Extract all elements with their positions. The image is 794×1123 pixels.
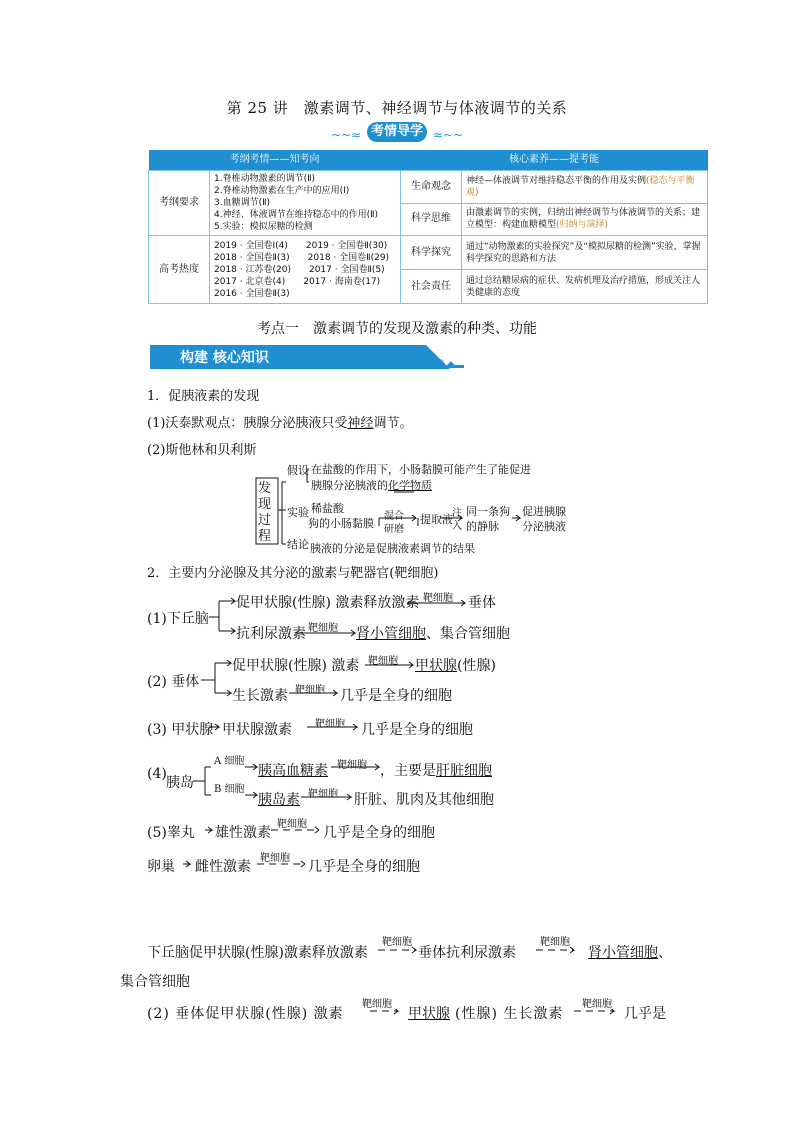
- repeat-line-1a: 下丘脑促甲状腺(性腺)激素释放激素: [147, 945, 368, 961]
- list-item: 3.血糖调节(Ⅱ): [214, 198, 271, 208]
- con-label: 结论: [287, 538, 309, 551]
- section-1-heading: 1．促胰液素的发现: [147, 389, 260, 404]
- table-left-header: 考纲考情——知考向: [149, 150, 401, 171]
- list-item: 2017 · 北京卷(4) 2017 · 海南卷(17): [214, 276, 381, 287]
- paragraph-2: (2)斯他林和贝利斯: [147, 443, 257, 458]
- branch-arrow-icon: [209, 598, 235, 634]
- paragraph-1: [147, 412, 412, 431]
- cell-text: 通过总结糖尿病的症状、发病机理及治疗措施，形成关注人类健康的态度: [466, 275, 701, 298]
- section-2-heading: 2．主要内分泌腺及其分泌的激素与靶器官(靶细胞): [147, 566, 439, 581]
- literacy-cell: [462, 270, 708, 304]
- hormone-answer: 胰高血糖素: [258, 763, 328, 779]
- target-label: 靶细胞: [423, 593, 453, 604]
- answer: 甲状腺: [408, 1006, 450, 1022]
- row-label: 科学探究: [401, 236, 462, 270]
- target: 几乎是全身的细胞: [340, 688, 452, 704]
- hyp-label: 假设: [287, 464, 309, 477]
- right-wave-icon: ≈~~: [432, 128, 463, 142]
- target: 肝脏、肌肉及其他细胞: [354, 792, 494, 808]
- exp-d1: 注: [452, 508, 462, 519]
- spacer: [145, 585, 155, 595]
- target: [380, 760, 492, 780]
- target: 几乎是全身的细胞: [308, 859, 420, 875]
- hormone: 雌性激素: [195, 859, 251, 875]
- target-label: 靶细胞: [277, 819, 307, 830]
- cell-text: 通过“动物激素的实验探究”及“模拟尿糖的检测”实验，掌握科学探究的思路和方法: [466, 241, 701, 264]
- cell-text: 由激素调节的实例，归纳出神经调节与体液调节的关系；建立模型：构建血糖模型: [466, 208, 701, 231]
- row-label: 社会责任: [401, 270, 462, 304]
- section-right-note: 研教材 · 重拾遗 ◆: [382, 360, 455, 370]
- list-item: 2.脊椎动物激素在生产中的应用(Ⅰ): [214, 186, 350, 196]
- literacy-cell: [462, 203, 708, 236]
- repeat-line-3d: 几乎是: [624, 1006, 666, 1022]
- arrow-icon: [183, 861, 190, 867]
- banner-label: 考情导学: [367, 122, 427, 142]
- row-label: 考纲要求: [149, 171, 210, 236]
- hormone: [258, 760, 328, 780]
- target-label: 靶细胞: [362, 999, 392, 1010]
- gland-islet: 胰岛: [166, 775, 194, 791]
- exp-label: 实验: [287, 506, 309, 519]
- target-label: 靶细胞: [582, 999, 612, 1010]
- hormone: 促甲状腺(性腺) 激素释放激素: [236, 595, 420, 611]
- repeat-line-1b: 垂体抗利尿激素: [418, 945, 516, 961]
- list-item: 2018 · 江苏卷(20) 2017 · 全国卷Ⅱ(5): [214, 264, 385, 275]
- target: 几乎是全身的细胞: [361, 722, 473, 738]
- target: [415, 655, 496, 675]
- repeat-line-3c: (性腺) 生长激素: [455, 1006, 564, 1022]
- target-label: 靶细胞: [368, 656, 398, 667]
- target-rest: 、集合管细胞: [426, 626, 510, 642]
- brace: [278, 482, 286, 544]
- exp-f2: 分泌胰液: [522, 520, 566, 533]
- list-item: 4.神经、体液调节在维持稳态中的作用(Ⅱ): [214, 210, 379, 220]
- left-wave-icon: ~~≈: [331, 128, 362, 142]
- list-item: 2018 · 全国卷Ⅱ(3) 2018 · 全国卷Ⅱ(29): [214, 252, 390, 263]
- exam-heat-cell: [210, 236, 401, 304]
- exp-c: 提取液: [420, 513, 453, 526]
- literacy-cell: [462, 236, 708, 270]
- requirements-cell: [210, 171, 401, 236]
- p1-answer: 神经: [347, 416, 374, 431]
- exp-d2: 入: [452, 521, 462, 532]
- hormone: 促甲状腺(性腺) 激素: [232, 658, 360, 674]
- hormone: [258, 789, 300, 809]
- literacy-cell: [462, 171, 708, 204]
- cell-type: B 细胞: [214, 784, 245, 795]
- section-bar-label: 构建 核心知识: [180, 350, 269, 366]
- cell-text: 神经—体液调节对维持稳态平衡的作用及实例: [466, 175, 647, 186]
- target: [356, 623, 510, 643]
- exp-a1: 稀盐酸: [311, 502, 344, 515]
- exp-e1: 同一条狗: [466, 505, 510, 518]
- row-label: 科学思维: [401, 203, 462, 236]
- target-rest: (性腺): [457, 658, 496, 674]
- hyp-2-answer: 化学物质: [388, 479, 432, 492]
- repeat-line-3a: (2) 垂体促甲状腺(性腺) 激素: [147, 1006, 344, 1022]
- exp-f1: 促进胰腺: [522, 505, 566, 518]
- exp-a2: 狗的小肠黏膜: [308, 517, 374, 530]
- gland-testis: (5)睾丸: [147, 825, 195, 841]
- list-item: 5.实验：模拟尿糖的检测: [214, 222, 313, 232]
- kaodian-heading: 考点一 激素调节的发现及激素的种类、功能: [257, 321, 537, 337]
- list-item: 2016 · 全国卷Ⅱ(3): [214, 288, 290, 299]
- target-label: 靶细胞: [308, 789, 338, 800]
- arrow-icon: [245, 764, 257, 798]
- table-right-header: 核心素养——提考能: [401, 150, 708, 171]
- punct: 、: [658, 945, 672, 961]
- row-label: 生命观念: [401, 171, 462, 204]
- hyp-2-prefix: 胰腺分泌胰液的: [311, 479, 388, 492]
- list-item: 2019 · 全国卷Ⅰ(4) 2019 · 全国卷Ⅱ(30): [214, 240, 388, 251]
- gland-ovary: 卵巢: [147, 859, 175, 875]
- target-label: 靶细胞: [337, 760, 367, 771]
- brace: [193, 767, 211, 795]
- target-label: 靶细胞: [382, 937, 412, 948]
- cell-type: A 细胞: [214, 756, 245, 767]
- repeat-line-3b: [408, 1003, 450, 1023]
- arrow-icon: [205, 827, 212, 833]
- exp-b1: 混合: [384, 511, 404, 522]
- branch-arrow-icon: [201, 660, 231, 696]
- target-label: 靶细胞: [295, 685, 325, 696]
- section-banner: [331, 120, 463, 146]
- p1-prefix: (1)沃泰默观点：胰腺分泌胰液只受: [147, 416, 348, 431]
- con-text: 胰液的分泌是促胰液素调节的结果: [310, 542, 475, 555]
- target-answer: 甲状腺: [415, 658, 457, 674]
- hormone: 生长激素: [232, 688, 288, 704]
- page-title: 第 25 讲 激素调节、神经调节与体液调节的关系: [226, 99, 568, 117]
- exam-overview-table: [148, 150, 708, 304]
- arrow-icon: [512, 515, 520, 521]
- hormone: 雄性激素: [215, 825, 271, 841]
- target-answer: 肝脏细胞: [436, 763, 492, 779]
- answer: 肾小管细胞: [588, 945, 658, 961]
- repeat-line-1c: [588, 942, 672, 962]
- hormone: 抗利尿激素: [236, 626, 306, 642]
- gland-hypothalamus: (1)下丘脑: [147, 611, 209, 627]
- exp-b2: 研磨: [384, 524, 404, 535]
- target-label: 靶细胞: [315, 719, 345, 730]
- gland-thyroid: (3) 甲状腺: [147, 722, 214, 738]
- hyp-line-2: [311, 477, 432, 493]
- target-label: 靶细胞: [540, 937, 570, 948]
- cell-accent: (稳态与平衡观): [466, 175, 695, 198]
- exp-e2: 的静脉: [466, 520, 499, 533]
- target-answer: 肾小管细胞: [356, 626, 426, 642]
- gland-islet-num: (4): [147, 766, 167, 782]
- hormone: 甲状腺激素: [222, 722, 292, 738]
- target: 几乎是全身的细胞: [323, 825, 435, 841]
- target-label: 靶细胞: [260, 853, 290, 864]
- list-item: 1.脊椎动物激素的调节(Ⅱ): [214, 174, 316, 184]
- hormone-answer: 胰岛素: [258, 792, 300, 808]
- target-prefix: ，主要是: [380, 763, 436, 779]
- gland-pituitary: (2) 垂体: [147, 674, 200, 690]
- box-label: 发现过程: [258, 481, 272, 544]
- target: 垂体: [468, 595, 496, 611]
- hyp-line-1: 在盐酸的作用下，小肠黏膜可能产生了能促进: [311, 463, 531, 476]
- p1-suffix: 调节。: [373, 416, 413, 431]
- cell-accent: (归纳与演绎): [556, 220, 609, 231]
- repeat-line-2: 集合管细胞: [120, 974, 190, 990]
- row-label: 高考热度: [149, 236, 210, 304]
- target-label: 靶细胞: [308, 623, 338, 634]
